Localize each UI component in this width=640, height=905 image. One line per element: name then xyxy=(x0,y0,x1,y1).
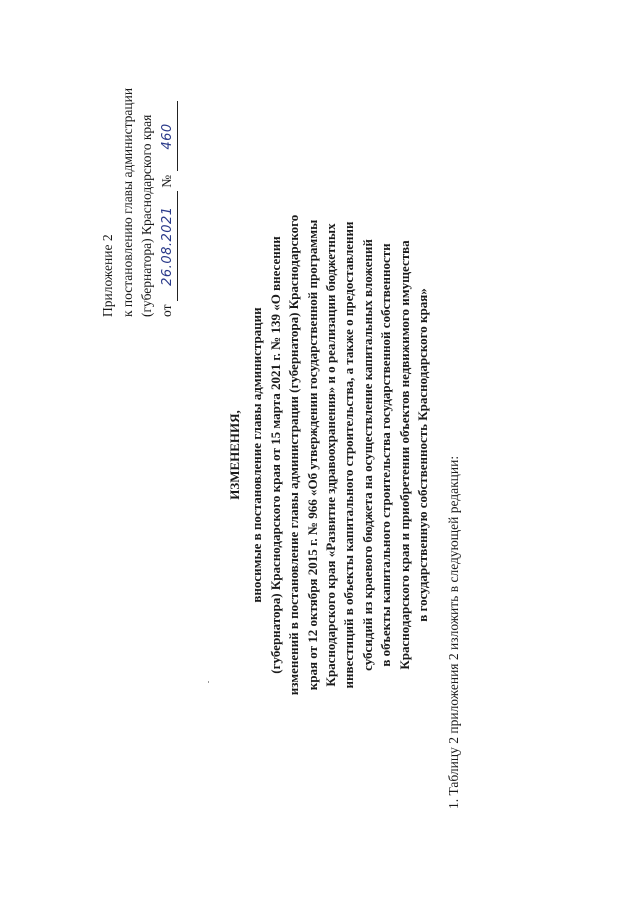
appendix-block xyxy=(98,17,178,317)
appendix-title: Приложение 2 xyxy=(100,234,115,317)
title-line: края от 12 октября 2015 г. № 966 «Об утверждении государственной программы xyxy=(304,219,320,691)
title-line: субсидий из краевого бюджета на осуществление капитальных вложений xyxy=(359,239,375,671)
document-heading: ИЗМЕНЕНИЯ, xyxy=(227,410,242,500)
title-line: вносимые в постановление главы администрации xyxy=(249,307,265,603)
title-line: (губернатора) Краснодарского края от 15 марта 2021 г. № 139 «О внесении xyxy=(267,236,283,674)
appendix-line-3: (губернатора) Краснодарского края xyxy=(139,114,154,317)
title-line: Краснодарского края и приобретении объектов недвижимого имущества xyxy=(396,240,412,670)
appendix-date-line xyxy=(157,17,179,317)
appendix-line-2: к постановлению главы администрации xyxy=(119,87,135,317)
title-line: в государственную собственность Краснодарского края» xyxy=(415,288,431,622)
number-label: № xyxy=(158,174,174,188)
title-line: инвестиций в объекты капитального строительства, а также о предоставлении xyxy=(341,221,357,689)
title-line: в объекты капитального строительства государственной собственности xyxy=(378,243,394,667)
handwritten-date: 26.08.2021 xyxy=(158,191,179,301)
handwritten-number: 460 xyxy=(158,102,179,172)
title-line: изменений в постановление главы администрации (губернатора) Краснодарского xyxy=(286,214,302,696)
title-line: Краснодарского края «Развитие здравоохранения» и о реализации бюджетных xyxy=(323,223,339,687)
scan-speck xyxy=(208,681,209,683)
from-label: от xyxy=(158,304,174,317)
item-1-text: 1. Таблицу 2 приложения 2 изложить в следующей редакции: xyxy=(446,455,461,809)
title-block xyxy=(226,177,432,733)
